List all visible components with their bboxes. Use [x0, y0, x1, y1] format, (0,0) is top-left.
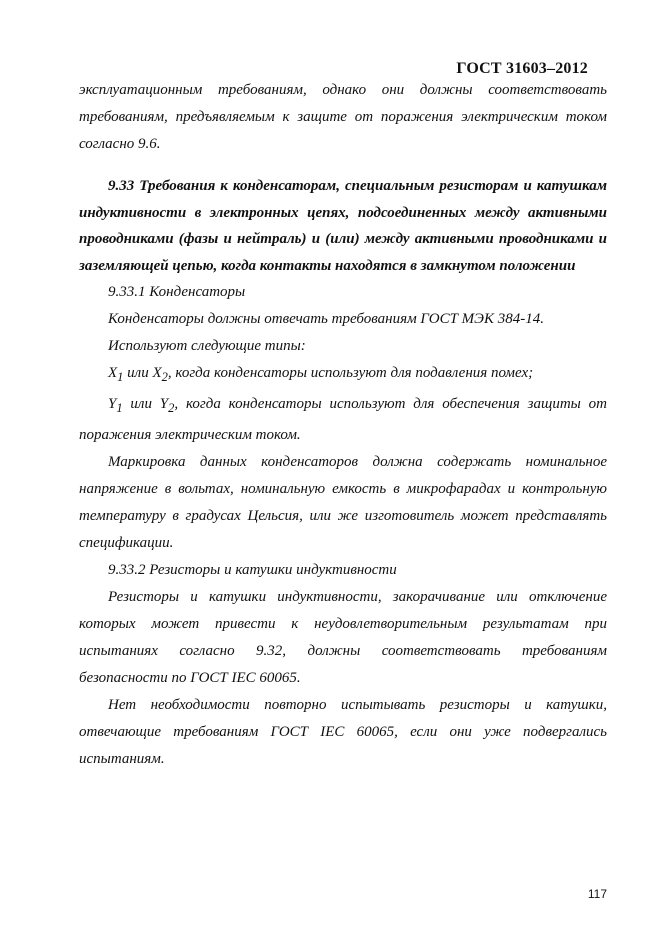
document-id-header: ГОСТ 31603–2012	[456, 60, 588, 77]
subclause-9-33-2-title: 9.33.2 Резисторы и катушки индуктивности	[108, 562, 397, 578]
capacitor-type-x-item	[79, 360, 607, 391]
type-y-text-1: Y	[108, 396, 117, 412]
capacitor-type-y-item	[79, 391, 607, 449]
type-y-subscript-1: 1	[116, 401, 123, 415]
type-x-text-3: , когда конденсаторы используют для подавления помех;	[167, 365, 534, 381]
type-x-text-1: X	[108, 365, 118, 381]
type-x-text-2: или X	[123, 365, 162, 381]
type-y-subscript-2: 2	[168, 401, 175, 415]
resistor-requirement-paragraph: Резисторы и катушки индуктивности, закорачивание или отключение которых может привести к неудовлетворительным результатам при испытаниях согласно 9.32, должны соответствовать требованиям безопасности по ГОСТ IEC 60065.	[79, 589, 607, 686]
type-y-text-2: или Y	[122, 396, 169, 412]
clause-9-33-heading: 9.33 Требования к конденсаторам, специальным резисторам и катушкам индуктивности в электронных цепях, подсоединенных между активными проводниками (фазы и нейтраль) и (или) между активными проводниками и заземляющей цепью, когда контакты находятся в замкнутом положении	[79, 178, 607, 274]
capacitor-types-intro: Используют следующие типы:	[108, 338, 306, 354]
subclause-9-33-1-title: 9.33.1 Конденсаторы	[108, 284, 246, 300]
type-x-subscript-2: 2	[161, 370, 168, 384]
capacitor-marking-paragraph: Маркировка данных конденсаторов должна содержать номинальное напряжение в вольтах, номинальную емкость в микрофарадах и контрольную температуру в градусах Цельсия, или же изготовитель может представлять спецификации.	[79, 454, 607, 551]
page-number: 117	[587, 887, 607, 901]
continuation-paragraph: эксплуатационным требованиям, однако они должны соответствовать требованиям, предъявляемым к защите от поражения электрическим током согласно 9.6.	[79, 82, 607, 152]
document-body	[79, 77, 607, 773]
resistor-retest-paragraph: Нет необходимости повторно испытывать резисторы и катушки, отвечающие требованиям ГОСТ IEC 60065, если они уже подвергались испытаниям.	[79, 697, 607, 767]
type-y-text-3: , когда конденсаторы используют для обеспечения защиты от поражения электрическим током.	[79, 396, 607, 443]
capacitor-requirement-paragraph: Конденсаторы должны отвечать требованиям ГОСТ МЭК 384-14.	[108, 311, 544, 327]
type-x-subscript-1: 1	[117, 370, 124, 384]
